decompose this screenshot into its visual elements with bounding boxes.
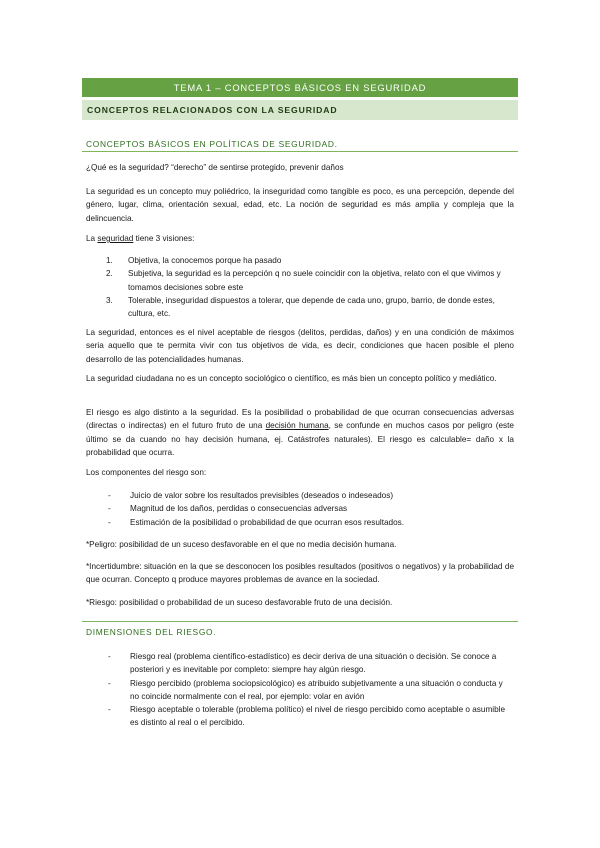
list-text: Riesgo real (problema científico-estadístico) es decir deriva de una situación o decisión. Se conoce a posteriori y es inevitable por completo: siempre hay algún riesgo. <box>130 652 497 675</box>
paragraph-nivel-aceptable: La seguridad, entonces es el nivel aceptable de riesgos (delitos, perdidas, daños) y en una condición de máximos seria aquello que te permita vivir con tus objetivos de vida, es decir, condiciones que hacen posible el pleno desarrollo de las potencialidades humanas. <box>86 328 514 364</box>
list-item <box>108 677 512 704</box>
question-paragraph: ¿Qué es la seguridad? “derecho” de sentirse protegido, prevenir daños <box>86 163 344 172</box>
dash-bullet: - <box>108 705 111 715</box>
list-number: 1. <box>106 256 113 265</box>
dash-bullet: - <box>108 504 111 514</box>
visions-pre: La <box>86 234 98 243</box>
list-text: Objetiva, la conocemos porque ha pasado <box>128 256 282 265</box>
definition-riesgo: *Riesgo: posibilidad o probabilidad de un suceso desfavorable fruto de una decisión. <box>86 598 393 607</box>
visions-intro <box>86 232 514 245</box>
list-item <box>108 516 512 529</box>
list-item <box>106 267 512 294</box>
list-number: 2. <box>106 269 113 279</box>
page-title: TEMA 1 – CONCEPTOS BÁSICOS EN SEGURIDAD <box>82 78 518 97</box>
list-text: Riesgo aceptable o tolerable (problema político) el nivel de riesgo percibido como aceptable o asumible es distinto al real o el percibido. <box>130 705 506 728</box>
list-text: Magnitud de los daños, perdidas o consecuencias adversas <box>130 504 348 514</box>
section-rule <box>82 621 518 622</box>
riesgo-pre: El riesgo es algo distinto a la seguridad. Es la posibilidad o probabilidad de que ocurran consecuencias adversas (directas o indirectas) en el futuro fruto de una <box>86 408 514 431</box>
list-item <box>108 650 512 677</box>
list-item <box>108 489 512 502</box>
list-item <box>106 294 512 321</box>
list-text: Subjetiva, la seguridad es la percepción q no suele coincidir con la objetiva, relato con el que vivimos y tomamos decisiones sobre este <box>128 269 501 292</box>
paragraph-poliedrico: La seguridad es un concepto muy poliédrico, la inseguridad como tangible es poco, es una percepción, depende del género, lugar, clima, orientación sexual, edad, etc. La noción de seguridad es más amplia y compleja que la delincuencia. <box>86 187 514 223</box>
dash-bullet: - <box>108 678 111 688</box>
list-text: Juicio de valor sobre los resultados previsibles (deseados o indeseados) <box>130 491 394 500</box>
list-text: Tolerable, inseguridad dispuestos a tolerar, que depende de cada uno, grupo, barrio, de donde estes, cultura, etc. <box>128 295 495 319</box>
visions-word: seguridad <box>97 234 134 243</box>
visions-post: tiene 3 visiones: <box>133 234 195 243</box>
riesgo-underlined: decisión humana <box>265 421 329 431</box>
list-item <box>108 703 512 730</box>
page-subtitle: CONCEPTOS RELACIONADOS CON LA SEGURIDAD <box>82 100 518 120</box>
paragraph-riesgo <box>86 406 514 459</box>
components-heading: Los componentes del riesgo son: <box>86 468 207 477</box>
riesgo-post: , se confunde en muchos casos por peligro (este último se da cuando no hay decisión humana, ej. Catástrofes naturales). El riesgo es calculable= daño x la probabilidad que ocurra. <box>86 421 514 457</box>
definition-incertidumbre: *Incertidumbre: situación en la que se desconocen los posibles resultados (positivos o negativos) y la probabilidad de que ocurran. Concepto q produce mayores problemas de avance en la sociedad. <box>86 562 514 585</box>
list-item <box>108 502 512 515</box>
dash-bullet: - <box>108 517 111 527</box>
dimensions-list <box>108 650 512 730</box>
section-heading-conceptos: CONCEPTOS BÁSICOS EN POLÍTICAS DE SEGURIDAD. <box>86 139 338 149</box>
components-list <box>108 489 512 529</box>
visions-list <box>106 254 512 320</box>
list-text: Riesgo percibido (problema sociopsicológico) es atribuido subjetivamente a una situación o conducta y no coincide normalmente con el real, por ejemplo: volar en avión <box>130 678 503 701</box>
dash-bullet: - <box>108 491 111 500</box>
list-text: Estimación de la posibilidad o probabilidad de que ocurran esos resultados. <box>130 517 404 527</box>
paragraph-seguridad-ciudadana: La seguridad ciudadana no es un concepto sociológico o científico, es más bien un concepto político y mediático. <box>86 374 497 383</box>
dash-bullet: - <box>108 652 111 661</box>
list-number: 3. <box>106 295 113 305</box>
definition-peligro: *Peligro: posibilidad de un suceso desfavorable en el que no media decisión humana. <box>86 540 397 549</box>
list-item <box>106 254 512 267</box>
section-heading-dimensiones: DIMENSIONES DEL RIESGO. <box>86 627 217 637</box>
section-rule <box>82 151 518 152</box>
